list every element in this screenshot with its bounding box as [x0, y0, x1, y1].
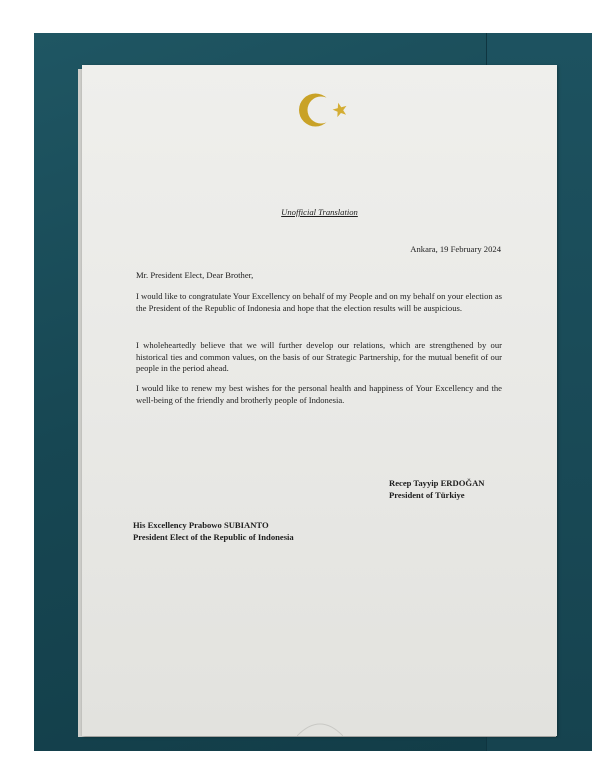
letter-date: Ankara, 19 February 2024 [410, 244, 501, 254]
folder-tab-fold [297, 718, 343, 736]
letter-paragraph: I would like to congratulate Your Excellency on behalf of my People and on my behalf on your election as the President of the Republic of Indonesia and hope that the election results will be auspicious. [136, 291, 502, 313]
signer-name: Recep Tayyip ERDOĞAN [389, 478, 485, 488]
letter-paragraph: I wholeheartedly believe that we will further develop our relations, which are strengthened by our historical ties and common values, on the basis of our Strategic Partnership, for the mutual benefit of our people in the period ahead. [136, 340, 502, 374]
recipient-name: His Excellency Prabowo SUBIANTO [133, 520, 269, 530]
letter-heading: Unofficial Translation [281, 207, 358, 217]
photo-background [34, 33, 592, 751]
recipient-title: President Elect of the Republic of Indonesia [133, 531, 294, 542]
recipient-block [133, 520, 294, 543]
letter-paragraph: I would like to renew my best wishes for the personal health and happiness of Your Excellency and the well-being of the friendly and brotherly people of Indonesia. [136, 383, 502, 405]
letter-salutation: Mr. President Elect, Dear Brother, [136, 270, 254, 280]
letter-sheet [82, 65, 557, 736]
crescent-and-star-icon [293, 87, 353, 133]
signature-block [389, 478, 485, 501]
signer-title: President of Türkiye [389, 489, 465, 500]
